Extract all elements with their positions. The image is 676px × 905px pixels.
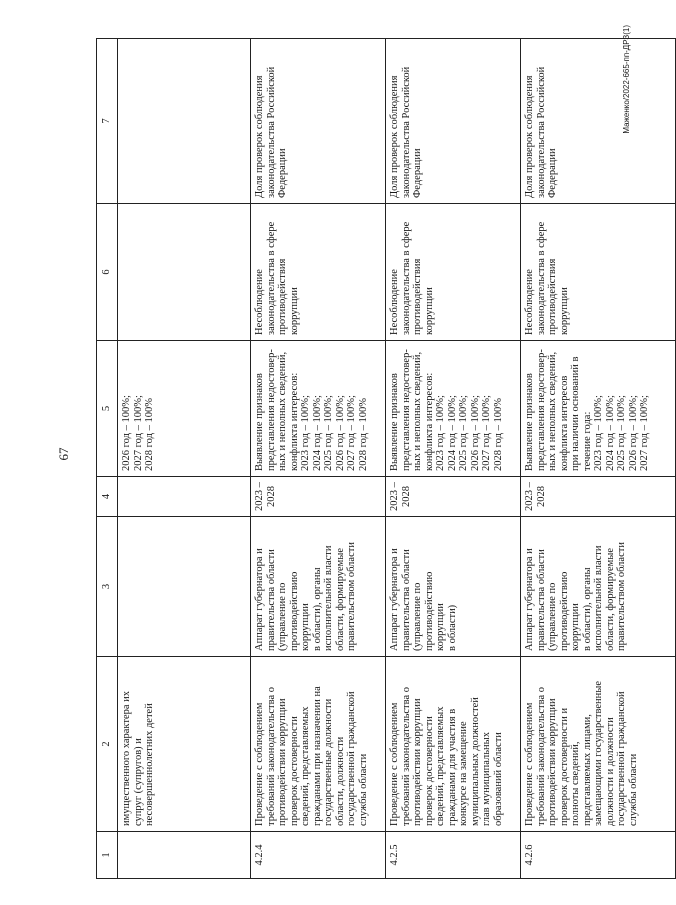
row-number: 4.2.5 xyxy=(386,832,521,879)
row-number xyxy=(118,832,251,879)
risks-cell: Несоблюдение законодательства в сфере противодействия коррупции xyxy=(386,204,521,341)
table-row xyxy=(521,39,676,879)
header-cell-1: 1 xyxy=(97,832,118,879)
executor-cell: Аппарат губернатора и правительства области (управление по противодействию коррупции в области), органы исполнительной власти области, формируемые правительством области xyxy=(251,517,386,657)
executor-cell: Аппарат губернатора и правительства области (управление по противодействию коррупции в области), органы исполнительной власти области, формируемые правительством области xyxy=(521,517,676,657)
years-cell: 2023 – 2028 xyxy=(386,477,521,517)
years-cell xyxy=(118,477,251,517)
risks-cell: Несоблюдение законодательства в сфере противодействия коррупции xyxy=(251,204,386,341)
years-cell: 2023 – 2028 xyxy=(251,477,386,517)
header-cell-5: 5 xyxy=(97,341,118,477)
header-cell-4: 4 xyxy=(97,477,118,517)
table-row xyxy=(386,39,521,879)
event-cell: Проведение с соблюдением требований законодательства о противодействии коррупции проверок достоверности и полноты сведений, представляемых лицами, замещающими государственные должности и должности государственной гражданской службы области xyxy=(521,657,676,832)
risks-cell xyxy=(118,204,251,341)
row-number: 4.2.4 xyxy=(251,832,386,879)
indicator-cell xyxy=(118,39,251,204)
event-cell: Проведение с соблюдением требований законодательства о противодействии коррупции проверок достоверности сведений, представляемых гражданами при назначении на государственные должности области, должности государственной гражданской службы области xyxy=(251,657,386,832)
header-cell-3: 3 xyxy=(97,517,118,657)
document-code: Маженко/2022-665-пп-ДРЗ(1) xyxy=(622,25,631,134)
row-number: 4.2.6 xyxy=(521,832,676,879)
event-cell: Проведение с соблюдением требований законодательства о противодействии коррупции проверок достоверности сведений, представляемых гражданами для участия в конкурсе на замещение муниципальных должностей глав муниципальных образований области xyxy=(386,657,521,832)
header-cell-6: 6 xyxy=(97,204,118,341)
executor-cell: Аппарат губернатора и правительства области (управление по противодействию коррупции в области) xyxy=(386,517,521,657)
event-cell: имущественного характера их супруг (супругов) и несовершеннолетних детей xyxy=(118,657,251,832)
page-number: 67 xyxy=(56,447,71,461)
executor-cell xyxy=(118,517,251,657)
result-cell: 2026 год – 100%; 2027 год – 100%; 2028 год – 100% xyxy=(118,341,251,477)
header-row xyxy=(97,39,118,879)
years-cell: 2023 – 2028 xyxy=(521,477,676,517)
result-cell: Выявление признаков представления недостовер- ных и неполных сведений, конфликта интересов: 2023 год – 100%; 2024 год – 100%; 2025 год – 100%; 2026 год – 100%; 2027 год – 100%; 2028 год – 100% xyxy=(386,341,521,477)
header-cell-2: 2 xyxy=(97,657,118,832)
result-cell: Выявление признаков представления недостовер- ных и неполных сведений, конфликта интересов: 2023 год – 100%; 2024 год – 100%; 2025 год – 100%; 2026 год – 100%; 2027 год – 100%; 2028 год – 100% xyxy=(251,341,386,477)
header-cell-7: 7 xyxy=(97,39,118,204)
measures-table xyxy=(96,38,676,879)
indicator-cell: Доля проверок соблюдения законодательства Российской Федерации xyxy=(521,39,676,204)
table-row xyxy=(251,39,386,879)
indicator-cell: Доля проверок соблюдения законодательства Российской Федерации xyxy=(386,39,521,204)
table-row xyxy=(118,39,251,879)
risks-cell: Несоблюдение законодательства в сфере противодействия коррупции xyxy=(521,204,676,341)
result-cell: Выявление признаков представления недостовер- ных и неполных сведений, конфликта интересов при наличии оснований в течение года: 2023 год – 100%; 2024 год – 100%; 2025 год – 100%; 2026 год – 100%; 2027 год – 100%; xyxy=(521,341,676,477)
indicator-cell: Доля проверок соблюдения законодательства Российской Федерации xyxy=(251,39,386,204)
